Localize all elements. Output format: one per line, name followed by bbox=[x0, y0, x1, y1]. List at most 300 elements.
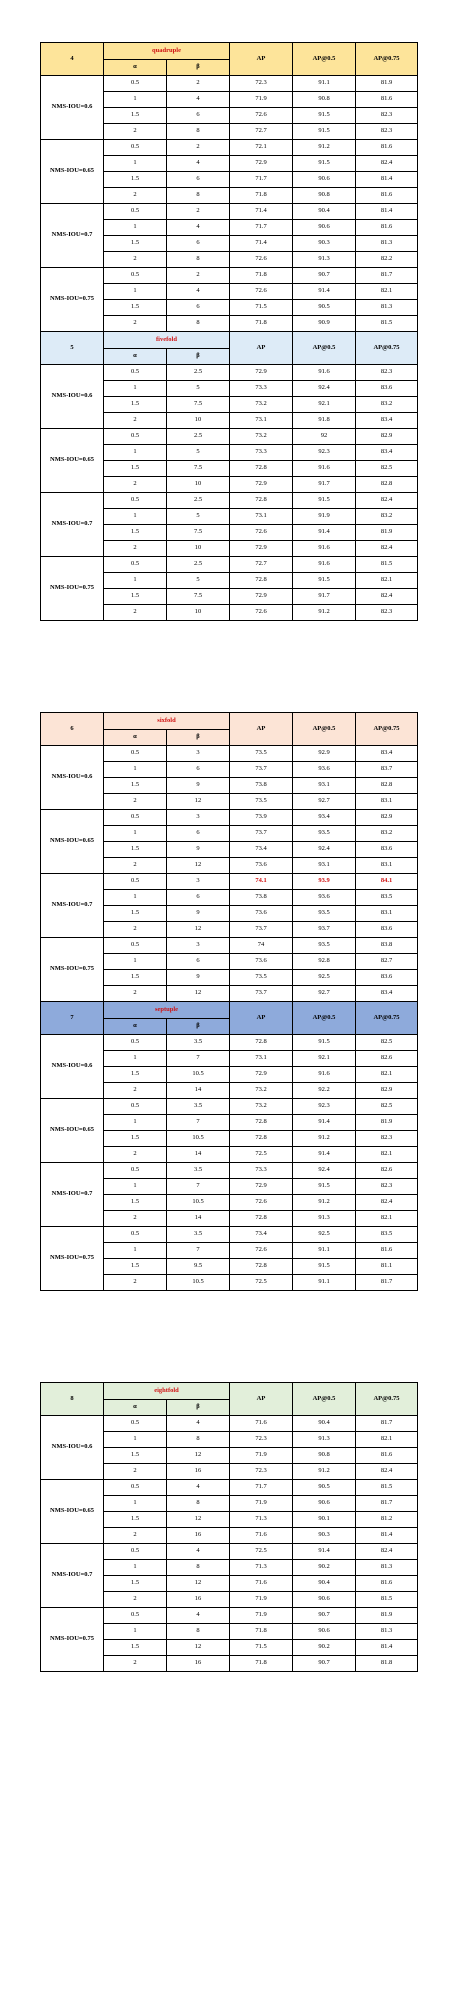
ap50-value: 90.7 bbox=[293, 268, 356, 284]
ap50-value: 91.5 bbox=[293, 573, 356, 589]
ap75-value: 81.8 bbox=[356, 1656, 418, 1672]
beta-value: 8 bbox=[167, 1624, 230, 1640]
alpha-value: 1.5 bbox=[104, 1576, 167, 1592]
ap-value: 73.3 bbox=[230, 445, 293, 461]
alpha-value: 1.5 bbox=[104, 1195, 167, 1211]
ap-value: 73.2 bbox=[230, 397, 293, 413]
section-header-row bbox=[41, 43, 418, 60]
beta-value: 12 bbox=[167, 1512, 230, 1528]
ap-value: 72.9 bbox=[230, 365, 293, 381]
ap-value: 72.8 bbox=[230, 573, 293, 589]
section-header-row bbox=[41, 332, 418, 349]
alpha-value: 1 bbox=[104, 445, 167, 461]
ap-value: 72.3 bbox=[230, 76, 293, 92]
ap50-value: 93.6 bbox=[293, 890, 356, 906]
alpha-value: 1 bbox=[104, 1051, 167, 1067]
ap-value: 71.3 bbox=[230, 1512, 293, 1528]
section-id: 4 bbox=[41, 43, 104, 76]
nms-iou-label: NMS-IOU=0.7 bbox=[41, 1163, 104, 1227]
ap50-value: 92.5 bbox=[293, 970, 356, 986]
ap-value: 72.9 bbox=[230, 1179, 293, 1195]
ap-value: 71.9 bbox=[230, 1496, 293, 1512]
ap-value: 71.8 bbox=[230, 316, 293, 332]
alpha-value: 1 bbox=[104, 1179, 167, 1195]
alpha-value: 1.5 bbox=[104, 397, 167, 413]
table-row bbox=[41, 1416, 418, 1432]
alpha-value: 2 bbox=[104, 922, 167, 938]
beta-value: 10.5 bbox=[167, 1195, 230, 1211]
beta-value: 10 bbox=[167, 413, 230, 429]
nms-iou-label: NMS-IOU=0.6 bbox=[41, 746, 104, 810]
ap75-value: 81.7 bbox=[356, 1416, 418, 1432]
ap75-value: 83.6 bbox=[356, 381, 418, 397]
alpha-value: 1.5 bbox=[104, 236, 167, 252]
ap-value: 71.5 bbox=[230, 1640, 293, 1656]
ap50-value: 92.5 bbox=[293, 1227, 356, 1243]
beta-value: 8 bbox=[167, 252, 230, 268]
table-row bbox=[41, 1608, 418, 1624]
nms-iou-label: NMS-IOU=0.65 bbox=[41, 429, 104, 493]
ap75-value: 81.9 bbox=[356, 76, 418, 92]
ap75-value: 82.8 bbox=[356, 477, 418, 493]
ap-value: 73.5 bbox=[230, 746, 293, 762]
ap50-value: 93.7 bbox=[293, 922, 356, 938]
ap-value: 73.7 bbox=[230, 922, 293, 938]
ap75-value: 82.1 bbox=[356, 1211, 418, 1227]
ap75-value: 83.2 bbox=[356, 397, 418, 413]
ap-value: 73.4 bbox=[230, 842, 293, 858]
header-ap50: AP@0.5 bbox=[293, 332, 356, 365]
beta-value: 6 bbox=[167, 762, 230, 778]
alpha-value: 0.5 bbox=[104, 493, 167, 509]
ap75-value: 82.3 bbox=[356, 1179, 418, 1195]
beta-value: 6 bbox=[167, 300, 230, 316]
ap50-value: 91.5 bbox=[293, 156, 356, 172]
ap75-value: 82.5 bbox=[356, 461, 418, 477]
ap75-value: 81.3 bbox=[356, 1560, 418, 1576]
beta-value: 9 bbox=[167, 778, 230, 794]
beta-value: 14 bbox=[167, 1211, 230, 1227]
beta-value: 7 bbox=[167, 1179, 230, 1195]
ap50-value: 90.1 bbox=[293, 1512, 356, 1528]
ap50-value: 91.3 bbox=[293, 1432, 356, 1448]
ap75-value: 81.4 bbox=[356, 172, 418, 188]
header-ap: AP bbox=[230, 1383, 293, 1416]
section-name: sixfold bbox=[104, 713, 230, 730]
ap50-value: 93.1 bbox=[293, 858, 356, 874]
beta-value: 9.5 bbox=[167, 1259, 230, 1275]
table-row bbox=[41, 1035, 418, 1051]
alpha-value: 0.5 bbox=[104, 1608, 167, 1624]
ap-value: 72.5 bbox=[230, 1275, 293, 1291]
beta-value: 9 bbox=[167, 842, 230, 858]
ap-value: 73.5 bbox=[230, 970, 293, 986]
ap50-value: 92.3 bbox=[293, 1099, 356, 1115]
ap75-value: 81.6 bbox=[356, 1243, 418, 1259]
table-row bbox=[41, 1163, 418, 1179]
ap75-value: 82.9 bbox=[356, 810, 418, 826]
ap75-value: 82.3 bbox=[356, 108, 418, 124]
ap-value: 72.8 bbox=[230, 1035, 293, 1051]
alpha-value: 2 bbox=[104, 1592, 167, 1608]
ap50-value: 91.2 bbox=[293, 605, 356, 621]
beta-value: 7.5 bbox=[167, 589, 230, 605]
ap50-value: 92.4 bbox=[293, 1163, 356, 1179]
alpha-value: 1.5 bbox=[104, 1067, 167, 1083]
beta-value: 4 bbox=[167, 220, 230, 236]
alpha-value: 2 bbox=[104, 858, 167, 874]
nms-iou-label: NMS-IOU=0.6 bbox=[41, 1416, 104, 1480]
header-ap50: AP@0.5 bbox=[293, 1002, 356, 1035]
beta-value: 6 bbox=[167, 108, 230, 124]
ap50-value: 93.9 bbox=[293, 874, 356, 890]
ap-value: 71.8 bbox=[230, 268, 293, 284]
alpha-value: 1.5 bbox=[104, 1640, 167, 1656]
alpha-value: 1 bbox=[104, 509, 167, 525]
table-row bbox=[41, 429, 418, 445]
section-name: fivefold bbox=[104, 332, 230, 349]
section-id: 6 bbox=[41, 713, 104, 746]
header-ap: AP bbox=[230, 713, 293, 746]
ap50-value: 92.4 bbox=[293, 381, 356, 397]
beta-value: 10.5 bbox=[167, 1275, 230, 1291]
alpha-value: 1 bbox=[104, 220, 167, 236]
beta-value: 4 bbox=[167, 284, 230, 300]
header-ap: AP bbox=[230, 1002, 293, 1035]
ap-value: 73.1 bbox=[230, 413, 293, 429]
beta-value: 7 bbox=[167, 1243, 230, 1259]
beta-value: 16 bbox=[167, 1592, 230, 1608]
table-row bbox=[41, 1544, 418, 1560]
ap-value: 71.6 bbox=[230, 1576, 293, 1592]
ap75-value: 81.5 bbox=[356, 1480, 418, 1496]
beta-value: 2.5 bbox=[167, 365, 230, 381]
ap50-value: 90.8 bbox=[293, 1448, 356, 1464]
beta-value: 7.5 bbox=[167, 461, 230, 477]
beta-value: 6 bbox=[167, 954, 230, 970]
alpha-value: 1 bbox=[104, 954, 167, 970]
ap50-value: 92.2 bbox=[293, 1083, 356, 1099]
ap-value: 71.3 bbox=[230, 1560, 293, 1576]
ap-value: 72.9 bbox=[230, 477, 293, 493]
ap-value: 72.6 bbox=[230, 525, 293, 541]
beta-value: 3 bbox=[167, 810, 230, 826]
ap-value: 71.9 bbox=[230, 1608, 293, 1624]
ap-value: 72.8 bbox=[230, 1259, 293, 1275]
alpha-value: 2 bbox=[104, 605, 167, 621]
ap75-value: 81.2 bbox=[356, 1512, 418, 1528]
alpha-value: 1.5 bbox=[104, 108, 167, 124]
ap50-value: 93.4 bbox=[293, 810, 356, 826]
beta-value: 3 bbox=[167, 874, 230, 890]
ap-value: 72.7 bbox=[230, 124, 293, 140]
ap-value: 72.8 bbox=[230, 1211, 293, 1227]
table-row bbox=[41, 493, 418, 509]
beta-value: 16 bbox=[167, 1528, 230, 1544]
alpha-value: 1 bbox=[104, 826, 167, 842]
ap-value: 72.5 bbox=[230, 1544, 293, 1560]
nms-iou-label: NMS-IOU=0.75 bbox=[41, 1227, 104, 1291]
alpha-value: 2 bbox=[104, 1464, 167, 1480]
alpha-value: 0.5 bbox=[104, 140, 167, 156]
table-row bbox=[41, 140, 418, 156]
ap50-value: 90.8 bbox=[293, 92, 356, 108]
alpha-value: 1.5 bbox=[104, 300, 167, 316]
ap-value: 73.8 bbox=[230, 890, 293, 906]
ap-value: 74.1 bbox=[230, 874, 293, 890]
nms-iou-label: NMS-IOU=0.6 bbox=[41, 76, 104, 140]
ap75-value: 82.9 bbox=[356, 1083, 418, 1099]
alpha-value: 1.5 bbox=[104, 1259, 167, 1275]
ap50-value: 92.3 bbox=[293, 445, 356, 461]
ap75-value: 81.3 bbox=[356, 1624, 418, 1640]
ap-value: 72.6 bbox=[230, 108, 293, 124]
ap50-value: 90.5 bbox=[293, 1480, 356, 1496]
alpha-value: 1 bbox=[104, 284, 167, 300]
ap75-value: 82.8 bbox=[356, 778, 418, 794]
results-table-c bbox=[40, 1382, 418, 1672]
ap75-value: 81.9 bbox=[356, 525, 418, 541]
table-row bbox=[41, 1480, 418, 1496]
ap75-value: 82.3 bbox=[356, 124, 418, 140]
ap75-value: 82.6 bbox=[356, 1051, 418, 1067]
ap50-value: 91.1 bbox=[293, 1243, 356, 1259]
ap50-value: 90.6 bbox=[293, 172, 356, 188]
beta-value: 8 bbox=[167, 316, 230, 332]
ap75-value: 82.4 bbox=[356, 589, 418, 605]
alpha-value: 1.5 bbox=[104, 525, 167, 541]
beta-value: 12 bbox=[167, 858, 230, 874]
ap-value: 71.8 bbox=[230, 1656, 293, 1672]
alpha-value: 0.5 bbox=[104, 1163, 167, 1179]
ap-value: 73.6 bbox=[230, 858, 293, 874]
ap50-value: 92.7 bbox=[293, 986, 356, 1002]
beta-value: 4 bbox=[167, 156, 230, 172]
beta-value: 9 bbox=[167, 970, 230, 986]
beta-value: 10 bbox=[167, 605, 230, 621]
ap75-value: 82.1 bbox=[356, 1067, 418, 1083]
ap50-value: 90.6 bbox=[293, 1496, 356, 1512]
beta-value: 3.5 bbox=[167, 1099, 230, 1115]
beta-value: 7.5 bbox=[167, 397, 230, 413]
beta-value: 12 bbox=[167, 1576, 230, 1592]
alpha-value: 0.5 bbox=[104, 1544, 167, 1560]
header-beta: β bbox=[167, 349, 230, 365]
beta-value: 4 bbox=[167, 1608, 230, 1624]
nms-iou-label: NMS-IOU=0.75 bbox=[41, 938, 104, 1002]
beta-value: 6 bbox=[167, 172, 230, 188]
ap-value: 73.3 bbox=[230, 1163, 293, 1179]
ap50-value: 91.2 bbox=[293, 140, 356, 156]
ap50-value: 91.6 bbox=[293, 541, 356, 557]
nms-iou-label: NMS-IOU=0.75 bbox=[41, 1608, 104, 1672]
alpha-value: 2 bbox=[104, 1083, 167, 1099]
ap50-value: 90.4 bbox=[293, 1416, 356, 1432]
ap50-value: 91.6 bbox=[293, 365, 356, 381]
ap50-value: 93.6 bbox=[293, 762, 356, 778]
ap75-value: 82.3 bbox=[356, 1131, 418, 1147]
alpha-value: 0.5 bbox=[104, 1416, 167, 1432]
table-row bbox=[41, 204, 418, 220]
ap75-value: 82.3 bbox=[356, 605, 418, 621]
ap75-value: 82.4 bbox=[356, 1195, 418, 1211]
ap75-value: 83.2 bbox=[356, 509, 418, 525]
header-ap75: AP@0.75 bbox=[356, 332, 418, 365]
ap75-value: 81.6 bbox=[356, 140, 418, 156]
section-id: 8 bbox=[41, 1383, 104, 1416]
ap75-value: 81.6 bbox=[356, 92, 418, 108]
header-ap75: AP@0.75 bbox=[356, 1383, 418, 1416]
ap-value: 73.1 bbox=[230, 1051, 293, 1067]
ap-value: 72.3 bbox=[230, 1432, 293, 1448]
ap75-value: 82.4 bbox=[356, 1544, 418, 1560]
alpha-value: 0.5 bbox=[104, 204, 167, 220]
ap50-value: 91.4 bbox=[293, 284, 356, 300]
alpha-value: 2 bbox=[104, 1147, 167, 1163]
alpha-value: 1 bbox=[104, 1560, 167, 1576]
ap50-value: 92.8 bbox=[293, 954, 356, 970]
ap75-value: 82.1 bbox=[356, 1147, 418, 1163]
ap75-value: 84.1 bbox=[356, 874, 418, 890]
alpha-value: 2 bbox=[104, 1528, 167, 1544]
ap50-value: 90.8 bbox=[293, 188, 356, 204]
ap-value: 72.8 bbox=[230, 1131, 293, 1147]
ap50-value: 90.2 bbox=[293, 1560, 356, 1576]
ap75-value: 83.1 bbox=[356, 858, 418, 874]
ap50-value: 90.5 bbox=[293, 300, 356, 316]
beta-value: 2.5 bbox=[167, 493, 230, 509]
ap-value: 73.9 bbox=[230, 810, 293, 826]
alpha-value: 0.5 bbox=[104, 938, 167, 954]
ap50-value: 93.1 bbox=[293, 778, 356, 794]
ap75-value: 83.8 bbox=[356, 938, 418, 954]
ap-value: 72.7 bbox=[230, 557, 293, 573]
beta-value: 8 bbox=[167, 124, 230, 140]
ap50-value: 93.5 bbox=[293, 938, 356, 954]
alpha-value: 1 bbox=[104, 156, 167, 172]
beta-value: 16 bbox=[167, 1656, 230, 1672]
ap75-value: 81.9 bbox=[356, 1115, 418, 1131]
table-row bbox=[41, 365, 418, 381]
beta-value: 16 bbox=[167, 1464, 230, 1480]
ap75-value: 81.4 bbox=[356, 204, 418, 220]
table-row bbox=[41, 557, 418, 573]
results-table-b bbox=[40, 712, 418, 1291]
ap-value: 72.9 bbox=[230, 589, 293, 605]
ap50-value: 90.2 bbox=[293, 1640, 356, 1656]
ap-value: 72.6 bbox=[230, 1195, 293, 1211]
ap75-value: 83.6 bbox=[356, 922, 418, 938]
beta-value: 8 bbox=[167, 1432, 230, 1448]
beta-value: 4 bbox=[167, 1544, 230, 1560]
alpha-value: 2 bbox=[104, 124, 167, 140]
beta-value: 12 bbox=[167, 1640, 230, 1656]
alpha-value: 0.5 bbox=[104, 746, 167, 762]
alpha-value: 1 bbox=[104, 1115, 167, 1131]
alpha-value: 2 bbox=[104, 316, 167, 332]
beta-value: 7 bbox=[167, 1051, 230, 1067]
ap-value: 72.6 bbox=[230, 1243, 293, 1259]
section-header-row bbox=[41, 713, 418, 730]
alpha-value: 1 bbox=[104, 1432, 167, 1448]
ap75-value: 82.4 bbox=[356, 541, 418, 557]
alpha-value: 0.5 bbox=[104, 365, 167, 381]
beta-value: 5 bbox=[167, 445, 230, 461]
ap50-value: 91.3 bbox=[293, 1211, 356, 1227]
ap50-value: 93.5 bbox=[293, 906, 356, 922]
ap50-value: 92.7 bbox=[293, 794, 356, 810]
ap-value: 71.6 bbox=[230, 1528, 293, 1544]
ap75-value: 81.5 bbox=[356, 557, 418, 573]
header-beta: β bbox=[167, 60, 230, 76]
nms-iou-label: NMS-IOU=0.75 bbox=[41, 557, 104, 621]
beta-value: 10.5 bbox=[167, 1131, 230, 1147]
ap75-value: 81.7 bbox=[356, 1496, 418, 1512]
alpha-value: 2 bbox=[104, 986, 167, 1002]
ap-value: 73.8 bbox=[230, 778, 293, 794]
header-alpha: α bbox=[104, 730, 167, 746]
ap50-value: 91.3 bbox=[293, 252, 356, 268]
ap-value: 72.6 bbox=[230, 252, 293, 268]
alpha-value: 0.5 bbox=[104, 557, 167, 573]
ap75-value: 82.3 bbox=[356, 365, 418, 381]
ap75-value: 82.6 bbox=[356, 1163, 418, 1179]
alpha-value: 2 bbox=[104, 541, 167, 557]
ap50-value: 91.5 bbox=[293, 1259, 356, 1275]
header-ap75: AP@0.75 bbox=[356, 43, 418, 76]
ap75-value: 81.6 bbox=[356, 1448, 418, 1464]
alpha-value: 1 bbox=[104, 890, 167, 906]
alpha-value: 2 bbox=[104, 188, 167, 204]
ap-value: 73.1 bbox=[230, 509, 293, 525]
ap75-value: 81.3 bbox=[356, 300, 418, 316]
alpha-value: 2 bbox=[104, 1211, 167, 1227]
alpha-value: 0.5 bbox=[104, 874, 167, 890]
ap50-value: 90.4 bbox=[293, 204, 356, 220]
beta-value: 4 bbox=[167, 1480, 230, 1496]
ap75-value: 82.4 bbox=[356, 156, 418, 172]
header-ap75: AP@0.75 bbox=[356, 713, 418, 746]
header-alpha: α bbox=[104, 60, 167, 76]
ap-value: 72.9 bbox=[230, 1067, 293, 1083]
ap-value: 71.9 bbox=[230, 92, 293, 108]
ap-value: 71.4 bbox=[230, 236, 293, 252]
ap50-value: 92.1 bbox=[293, 1051, 356, 1067]
beta-value: 7 bbox=[167, 1115, 230, 1131]
ap-value: 72.6 bbox=[230, 605, 293, 621]
ap75-value: 83.5 bbox=[356, 890, 418, 906]
ap75-value: 82.5 bbox=[356, 1035, 418, 1051]
alpha-value: 1.5 bbox=[104, 842, 167, 858]
ap75-value: 82.4 bbox=[356, 1464, 418, 1480]
nms-iou-label: NMS-IOU=0.6 bbox=[41, 1035, 104, 1099]
ap50-value: 91.4 bbox=[293, 525, 356, 541]
beta-value: 10 bbox=[167, 477, 230, 493]
ap50-value: 91.2 bbox=[293, 1464, 356, 1480]
nms-iou-label: NMS-IOU=0.65 bbox=[41, 1099, 104, 1163]
section-header-row bbox=[41, 1002, 418, 1019]
nms-iou-label: NMS-IOU=0.6 bbox=[41, 365, 104, 429]
table-row bbox=[41, 874, 418, 890]
ap50-value: 91.4 bbox=[293, 1147, 356, 1163]
nms-iou-label: NMS-IOU=0.65 bbox=[41, 1480, 104, 1544]
ap50-value: 91.4 bbox=[293, 1115, 356, 1131]
beta-value: 4 bbox=[167, 92, 230, 108]
nms-iou-label: NMS-IOU=0.7 bbox=[41, 493, 104, 557]
alpha-value: 1.5 bbox=[104, 461, 167, 477]
ap75-value: 82.1 bbox=[356, 1432, 418, 1448]
ap75-value: 81.1 bbox=[356, 1259, 418, 1275]
